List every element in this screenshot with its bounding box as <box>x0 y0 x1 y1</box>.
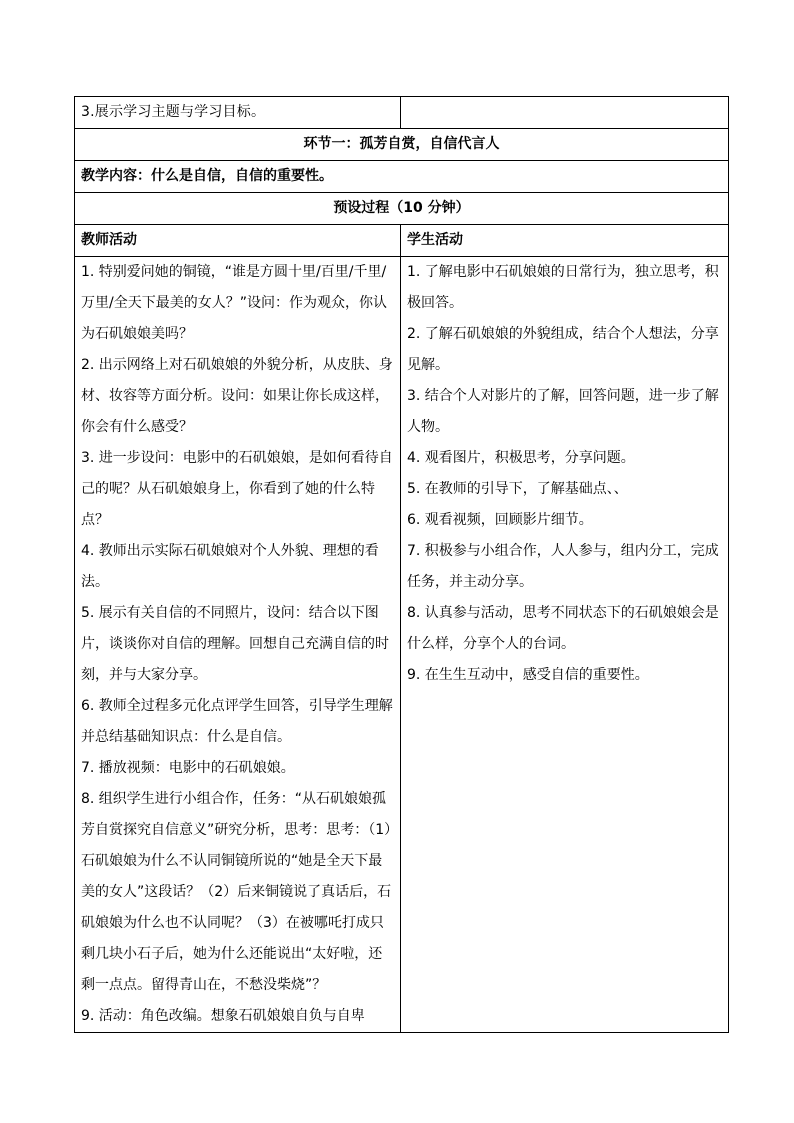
student-activity-item: 6. 观看视频，回顾影片细节。 <box>407 512 593 528</box>
intro-row <box>75 97 729 129</box>
teacher-activity-item: 3. 进一步设问：电影中的石矶娘娘，是如何看待自己的呢？从石矶娘娘身上，你看到了她的什么特点？ <box>81 450 393 528</box>
teacher-activity-header: 教师活动 <box>81 232 137 248</box>
student-activity-item: 2. 了解石矶娘娘的外貌组成，结合个人想法，分享见解。 <box>407 326 719 373</box>
teacher-activity-item: 5. 展示有关自信的不同照片，设问：结合以下图片，谈谈你对自信的理解。回想自己充满自信的时刻，并与大家分享。 <box>81 605 389 683</box>
process-title: 预设过程（10 分钟） <box>333 200 470 216</box>
activity-content-row <box>75 257 729 1033</box>
intro-left-cell <box>75 97 401 129</box>
student-header-cell <box>401 225 729 257</box>
teacher-activity-item: 9. 活动：角色改编。想象石矶娘娘自负与自卑 <box>81 1008 365 1024</box>
teacher-activity-item: 6. 教师全过程多元化点评学生回答，引导学生理解并总结基础知识点：什么是自信。 <box>81 698 393 745</box>
teacher-header-cell <box>75 225 401 257</box>
student-activity-item: 4. 观看图片，积极思考，分享问题。 <box>407 450 635 466</box>
student-activities-cell <box>401 257 729 1033</box>
intro-text: 3.展示学习主题与学习目标。 <box>81 104 266 120</box>
teacher-activity-item: 2. 出示网络上对石矶娘娘的外貌分析，从皮肤、身材、妆容等方面分析。设问：如果让你长成这样，你会有什么感受？ <box>81 357 393 435</box>
intro-right-cell <box>401 97 729 129</box>
teacher-activity-item: 8. 组织学生进行小组合作，任务：“从石矶娘娘孤芳自赏探究自信意义”研究分析，思考：思考：（1）石矶娘娘为什么不认同铜镜所说的“她是全天下最美的女人”这段话？（2）后来铜镜说了真话后，石矶娘娘为什么也不认同呢？（3）在被哪吒打成只剩几块小石子后，她为什么还能说出“太好啦，还剩一点点。留得青山在，不愁没柴烧”？ <box>81 791 392 993</box>
student-activity-item: 1. 了解电影中石矶娘娘的日常行为，独立思考，积极回答。 <box>407 264 719 311</box>
student-activity-item: 7. 积极参与小组合作，人人参与，组内分工，完成任务，并主动分享。 <box>407 543 719 590</box>
teacher-activity-item: 4. 教师出示实际石矶娘娘对个人外貌、理想的看法。 <box>81 543 379 590</box>
teacher-activities-cell <box>75 257 401 1033</box>
student-activity-header: 学生活动 <box>407 232 463 248</box>
section-title: 环节一：孤芳自赏，自信代言人 <box>303 136 500 152</box>
process-title-row <box>75 193 729 225</box>
header-row <box>75 225 729 257</box>
teaching-content-cell <box>75 161 729 193</box>
section-title-cell <box>75 129 729 161</box>
teaching-content-row <box>75 161 729 193</box>
section-title-row <box>75 129 729 161</box>
process-title-cell <box>75 193 729 225</box>
lesson-plan-table <box>74 96 729 1033</box>
student-activity-item: 9. 在生生互动中，感受自信的重要性。 <box>407 667 649 683</box>
teaching-content: 教学内容：什么是自信，自信的重要性。 <box>81 168 333 184</box>
student-activity-item: 3. 结合个人对影片的了解，回答问题，进一步了解人物。 <box>407 388 719 435</box>
teacher-activity-item: 7. 播放视频：电影中的石矶娘娘。 <box>81 760 295 776</box>
student-activity-item: 5. 在教师的引导下，了解基础点、、 <box>407 481 628 497</box>
student-activity-item: 8. 认真参与活动，思考不同状态下的石矶娘娘会是什么样，分享个人的台词。 <box>407 605 719 652</box>
teacher-activity-item: 1. 特别爱问她的铜镜，“谁是方圆十里/百里/千里/万里/全天下最美的女人？”设问：作为观众，你认为石矶娘娘美吗？ <box>81 264 387 342</box>
